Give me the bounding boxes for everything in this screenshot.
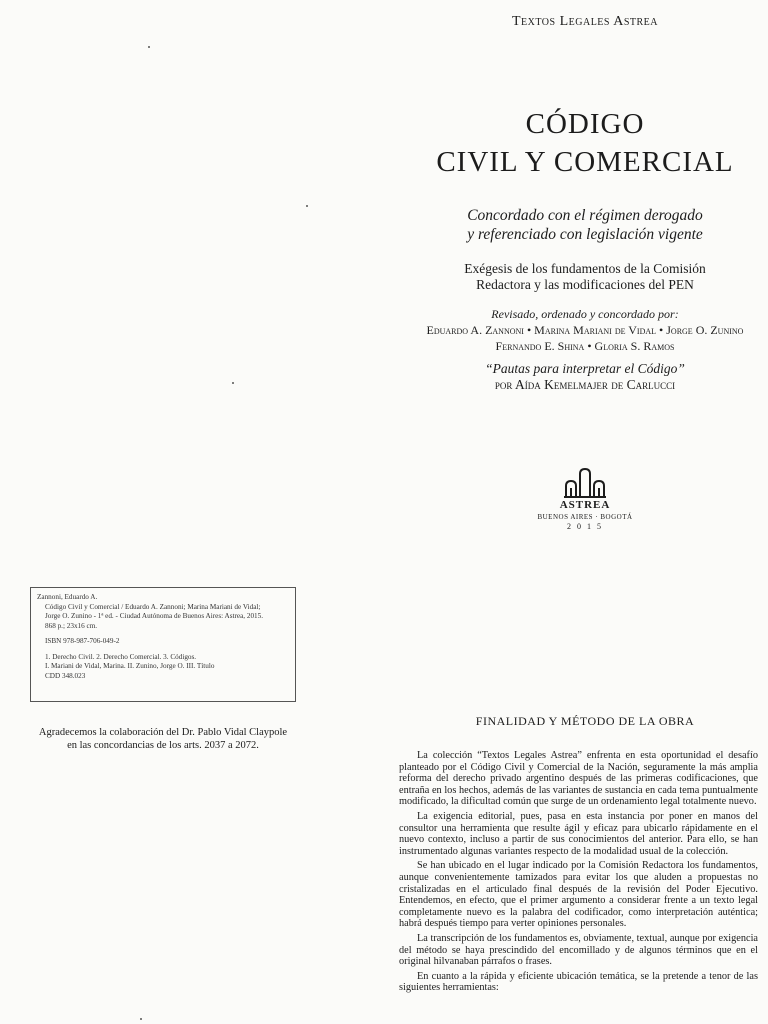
- subtitle-line: y referenciado con legislación vigente: [467, 226, 703, 243]
- book-subtitle: [385, 206, 768, 244]
- section-heading: FINALIDAD Y MÉTODO DE LA OBRA: [475, 714, 695, 728]
- paragraph: La colección “Textos Legales Astrea” enfrenta en esta oportunidad el desafío planteado por el Código Civil y Comercial de la Nación, seguramente la más amplia reforma del derecho privado argentino después de las primeras codificaciones, que entraña en los hechos, además de las variantes de sustancia en cada tema puntualmente modificado, la dificultad común que surge de un ordenamiento legal totalmente nuevo.: [399, 750, 758, 808]
- scan-speck: [306, 205, 308, 207]
- revisers-block: [385, 306, 768, 354]
- catalog-record-box: [30, 587, 296, 702]
- catalog-line: 868 p.; 23x16 cm.: [45, 621, 98, 630]
- book-title-line1: CÓDIGO: [525, 108, 645, 140]
- exegesis-line: Redactora y las modificaciones del PEN: [476, 277, 694, 292]
- scan-speck: [148, 46, 150, 48]
- acknowledgement-line: en las concordancias de los arts. 2037 a 2072.: [67, 740, 259, 751]
- body-text: [399, 750, 758, 997]
- catalog-isbn: ISBN 978-987-706-049-2: [45, 637, 120, 645]
- paragraph: Se han ubicado en el lugar indicado por la Comisión Redactora los fundamentos, aunque convenientemente tamizados para evitar los que aluden a propuestas no cristalizadas en el articulado final después de la revisión del Poder Ejecutivo. Entendemos, en efecto, que el primer argumento a considerar frente a un texto legal completamente nuevo es la palabra del codificador, como interpretación auténtica; habrá después tiempo para verter opiniones personales.: [399, 860, 758, 930]
- astrea-logo-icon: [563, 468, 607, 498]
- publisher-logo-block: [385, 468, 768, 531]
- subtitle-line: Concordado con el régimen derogado: [467, 207, 703, 224]
- pautas-title: “Pautas para interpretar el Código”: [485, 361, 685, 376]
- catalog-line: Código Civil y Comercial / Eduardo A. Zannoni; Marina Mariani de Vidal;: [45, 602, 261, 611]
- scan-speck: [232, 382, 234, 384]
- authors-line2: Fernando E. Shina • Gloria S. Ramos: [495, 339, 675, 353]
- scan-speck: [140, 1018, 142, 1020]
- authors-line1: Eduardo A. Zannoni • Marina Mariani de Vidal • Jorge O. Zunino: [426, 323, 744, 337]
- paragraph: La exigencia editorial, pues, pasa en esta instancia por poner en manos del consultor una herramienta que resulte ágil y eficaz para ubicarlo rápidamente en el nuevo contexto, incluso a partir de sus conocimientos del anterior. Para ello, se han instrumentado algunas variantes respecto de la modalidad usual de la colección.: [399, 810, 758, 857]
- series-name: Textos Legales Astrea: [512, 14, 658, 29]
- catalog-author: Zannoni, Eduardo A.: [37, 593, 98, 601]
- catalog-secondary: I. Mariani de Vidal, Marina. II. Zunino, Jorge O. III. Título: [45, 662, 215, 670]
- acknowledgement: [30, 726, 296, 752]
- paragraph: En cuanto a la rápida y eficiente ubicación temática, se la pretende a tenor de las siguientes herramientas:: [399, 970, 758, 994]
- pautas-block: [385, 361, 768, 393]
- acknowledgement-line: Agradecemos la colaboración del Dr. Pablo Vidal Claypole: [38, 727, 288, 738]
- catalog-cdd: CDD 348.023: [45, 671, 86, 680]
- exegesis-line: Exégesis de los fundamentos de la Comisión: [464, 261, 706, 276]
- publisher-cities: BUENOS AIRES · BOGOTÁ: [537, 513, 633, 521]
- catalog-line: Jorge O. Zunino - 1ª ed. - Ciudad Autónoma de Buenos Aires: Astrea, 2015.: [45, 612, 264, 620]
- pautas-author: por Aída Kemelmajer de Carlucci: [494, 377, 676, 392]
- publisher-name: ASTREA: [559, 499, 611, 511]
- publication-year: 2 0 1 5: [567, 522, 603, 531]
- exegesis-note: [385, 261, 768, 293]
- catalog-subjects: 1. Derecho Civil. 2. Derecho Comercial. 3. Códigos.: [45, 652, 197, 661]
- paragraph: La transcripción de los fundamentos es, obviamente, textual, aunque por exigencia del método se haya prescindido del encomillado y de algunos términos que en el original hilvanaban párrafos o frases.: [399, 932, 758, 968]
- revised-label: Revisado, ordenado y concordado por:: [491, 307, 679, 321]
- book-title-line2: CIVIL Y COMERCIAL: [436, 146, 734, 178]
